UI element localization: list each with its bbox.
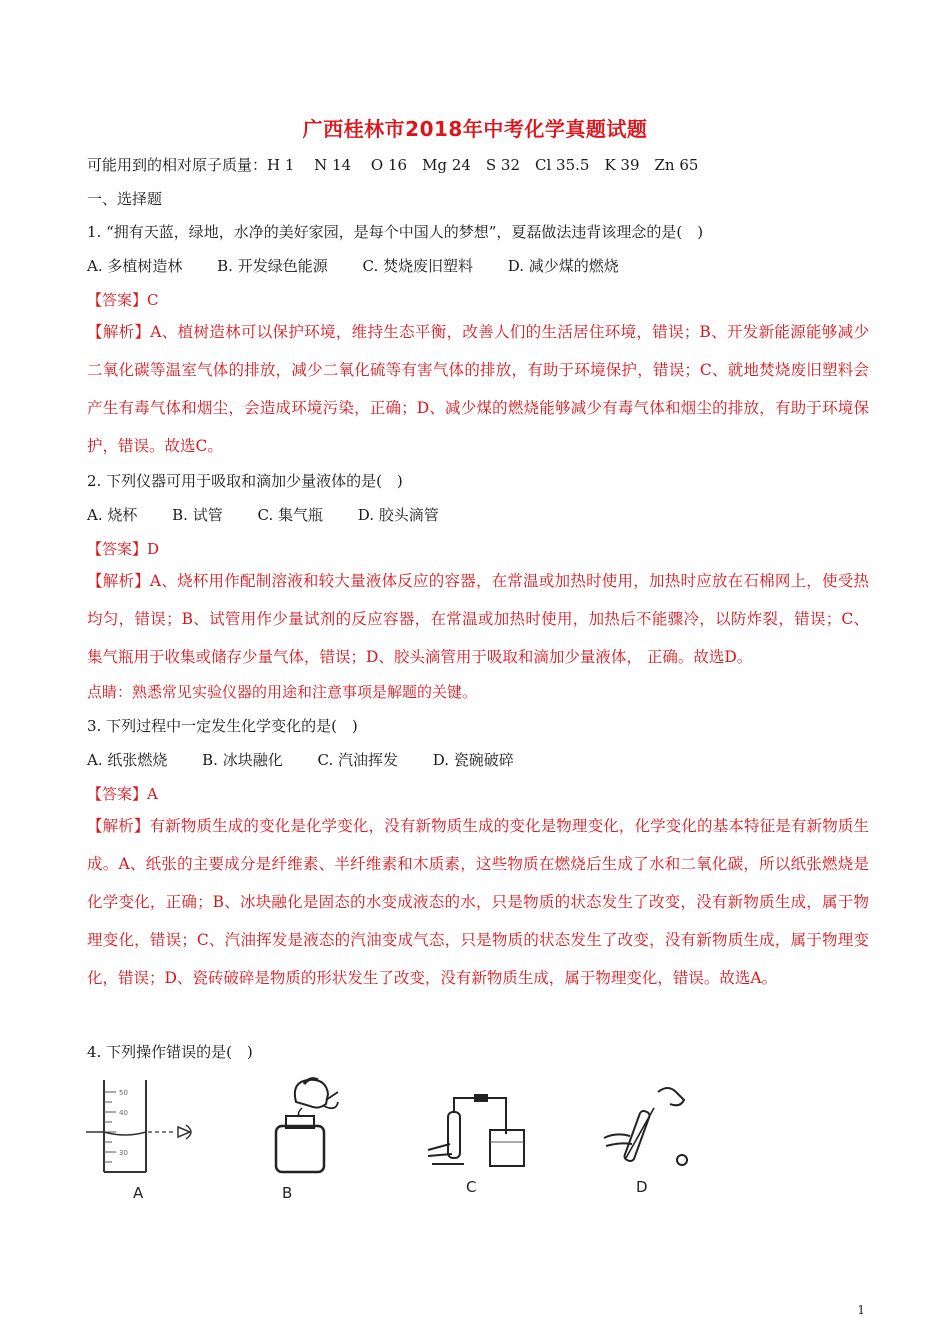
page-title: 广西桂林市2018年中考化学真题试题 [302,117,648,141]
figure-a-cylinder-reading [86,1072,216,1182]
q2-option-a: A. 烧杯 [87,506,138,524]
q2-answer: 【答案】D [87,540,160,558]
q1-option-b: B. 开发绿色能源 [217,257,328,275]
q4-figures [86,1072,726,1202]
cylinder-tick-50: 50 [119,1089,128,1097]
q2-option-d: D. 胶头滴管 [357,506,439,524]
q3-explanation: 【解析】有新物质生成的变化是化学变化，没有新物质生成的变化是物理变化，化学变化的基本特征是有新物质生成。A、纸张的主要成分是纤维素、半纤维素和木质素，这些物质在燃烧后生成了水和二氧化碳，所以纸张燃烧是化学变化，正确；B、冰块融化是固态的水变成液态的水，只是物质的状态发生了改变，没有新物质生成，属于物理变化，错误；C、汽油挥发是液态的汽油变成气态，只是物质的状态发生了改变，没有新物质生成，属于物理变化，错误；D、瓷砖破碎是物质的形状发生了改变，没有新物质生成，属于物理变化，错误。故选A。 [87,817,869,987]
atomic-masses: 可能用到的相对原子质量：H 1 N 14 O 16 Mg 24 S 32 Cl 35.5 K 39 Zn 65 [87,156,699,174]
q1-answer: 【答案】C [87,291,159,309]
q2-options [87,505,469,525]
page-number: 1 [857,1303,865,1317]
q1-option-a: A. 多植树造林 [87,257,183,275]
q3-option-d: D. 瓷碗破碎 [432,751,514,769]
section-heading: 一、选择题 [87,190,163,208]
q2-option-b: B. 试管 [172,506,223,524]
q2-option-c: C. 集气瓶 [257,506,323,524]
q2-note: 点睛：熟悉常见实验仪器的用途和注意事项是解题的关键。 [87,683,478,701]
figure-c-airtightness-check [424,1084,534,1174]
q1-stem: 1. “拥有天蓝，绿地，水净的美好家园，是每个中国人的梦想”，夏磊做法违背该理念的是( ) [87,223,704,241]
figure-label-b: B [282,1184,293,1202]
q2-explanation: 【解析】A、烧杯用作配制溶液和较大量液体反应的容器，在常温或加热时使用，加热时应放在石棉网上，使受热均匀，错误；B、试管用作少量试剂的反应容器，在常温或加热时使用，加热后不能骤冷，以防炸裂，错误；C、集气瓶用于收集或储存少量气体，错误；D、胶头滴管用于吸取和滴加少量液体， 正确。故选D。 [87,572,869,666]
q1-options [87,256,649,276]
q1-option-d: D. 减少煤的燃烧 [507,257,619,275]
q3-option-c: C. 汽油挥发 [317,751,398,769]
q1-option-c: C. 焚烧废旧塑料 [362,257,473,275]
figure-label-a: A [133,1184,144,1202]
figure-label-c: C [466,1178,477,1196]
q2-stem: 2. 下列仪器可用于吸取和滴加少量液体的是( ) [87,472,403,490]
q3-answer: 【答案】A [87,785,158,803]
figure-d-adding-solid [596,1078,706,1178]
figure-b-smelling-bottle [266,1072,376,1182]
figure-label-d: D [636,1178,648,1196]
q3-option-b: B. 冰块融化 [202,751,283,769]
q3-option-a: A. 纸张燃烧 [87,751,168,769]
q4-stem: 4. 下列操作错误的是( ) [87,1043,253,1061]
q3-options [87,750,544,770]
cylinder-tick-40: 40 [119,1109,128,1117]
cylinder-tick-30: 30 [119,1149,128,1157]
q1-explanation: 【解析】A、植树造林可以保护环境，维持生态平衡，改善人们的生活居住环境，错误；B、开发新能源能够减少二氧化碳等温室气体的排放，减少二氧化硫等有害气体的排放，有助于环境保护，错误；C、就地焚烧废旧塑料会产生有毒气体和烟尘，会造成环境污染，正确；D、减少煤的燃烧能够减少有毒气体和烟尘的排放，有助于环境保护，错误。故选C。 [87,323,869,455]
q3-stem: 3. 下列过程中一定发生化学变化的是( ) [87,717,358,735]
